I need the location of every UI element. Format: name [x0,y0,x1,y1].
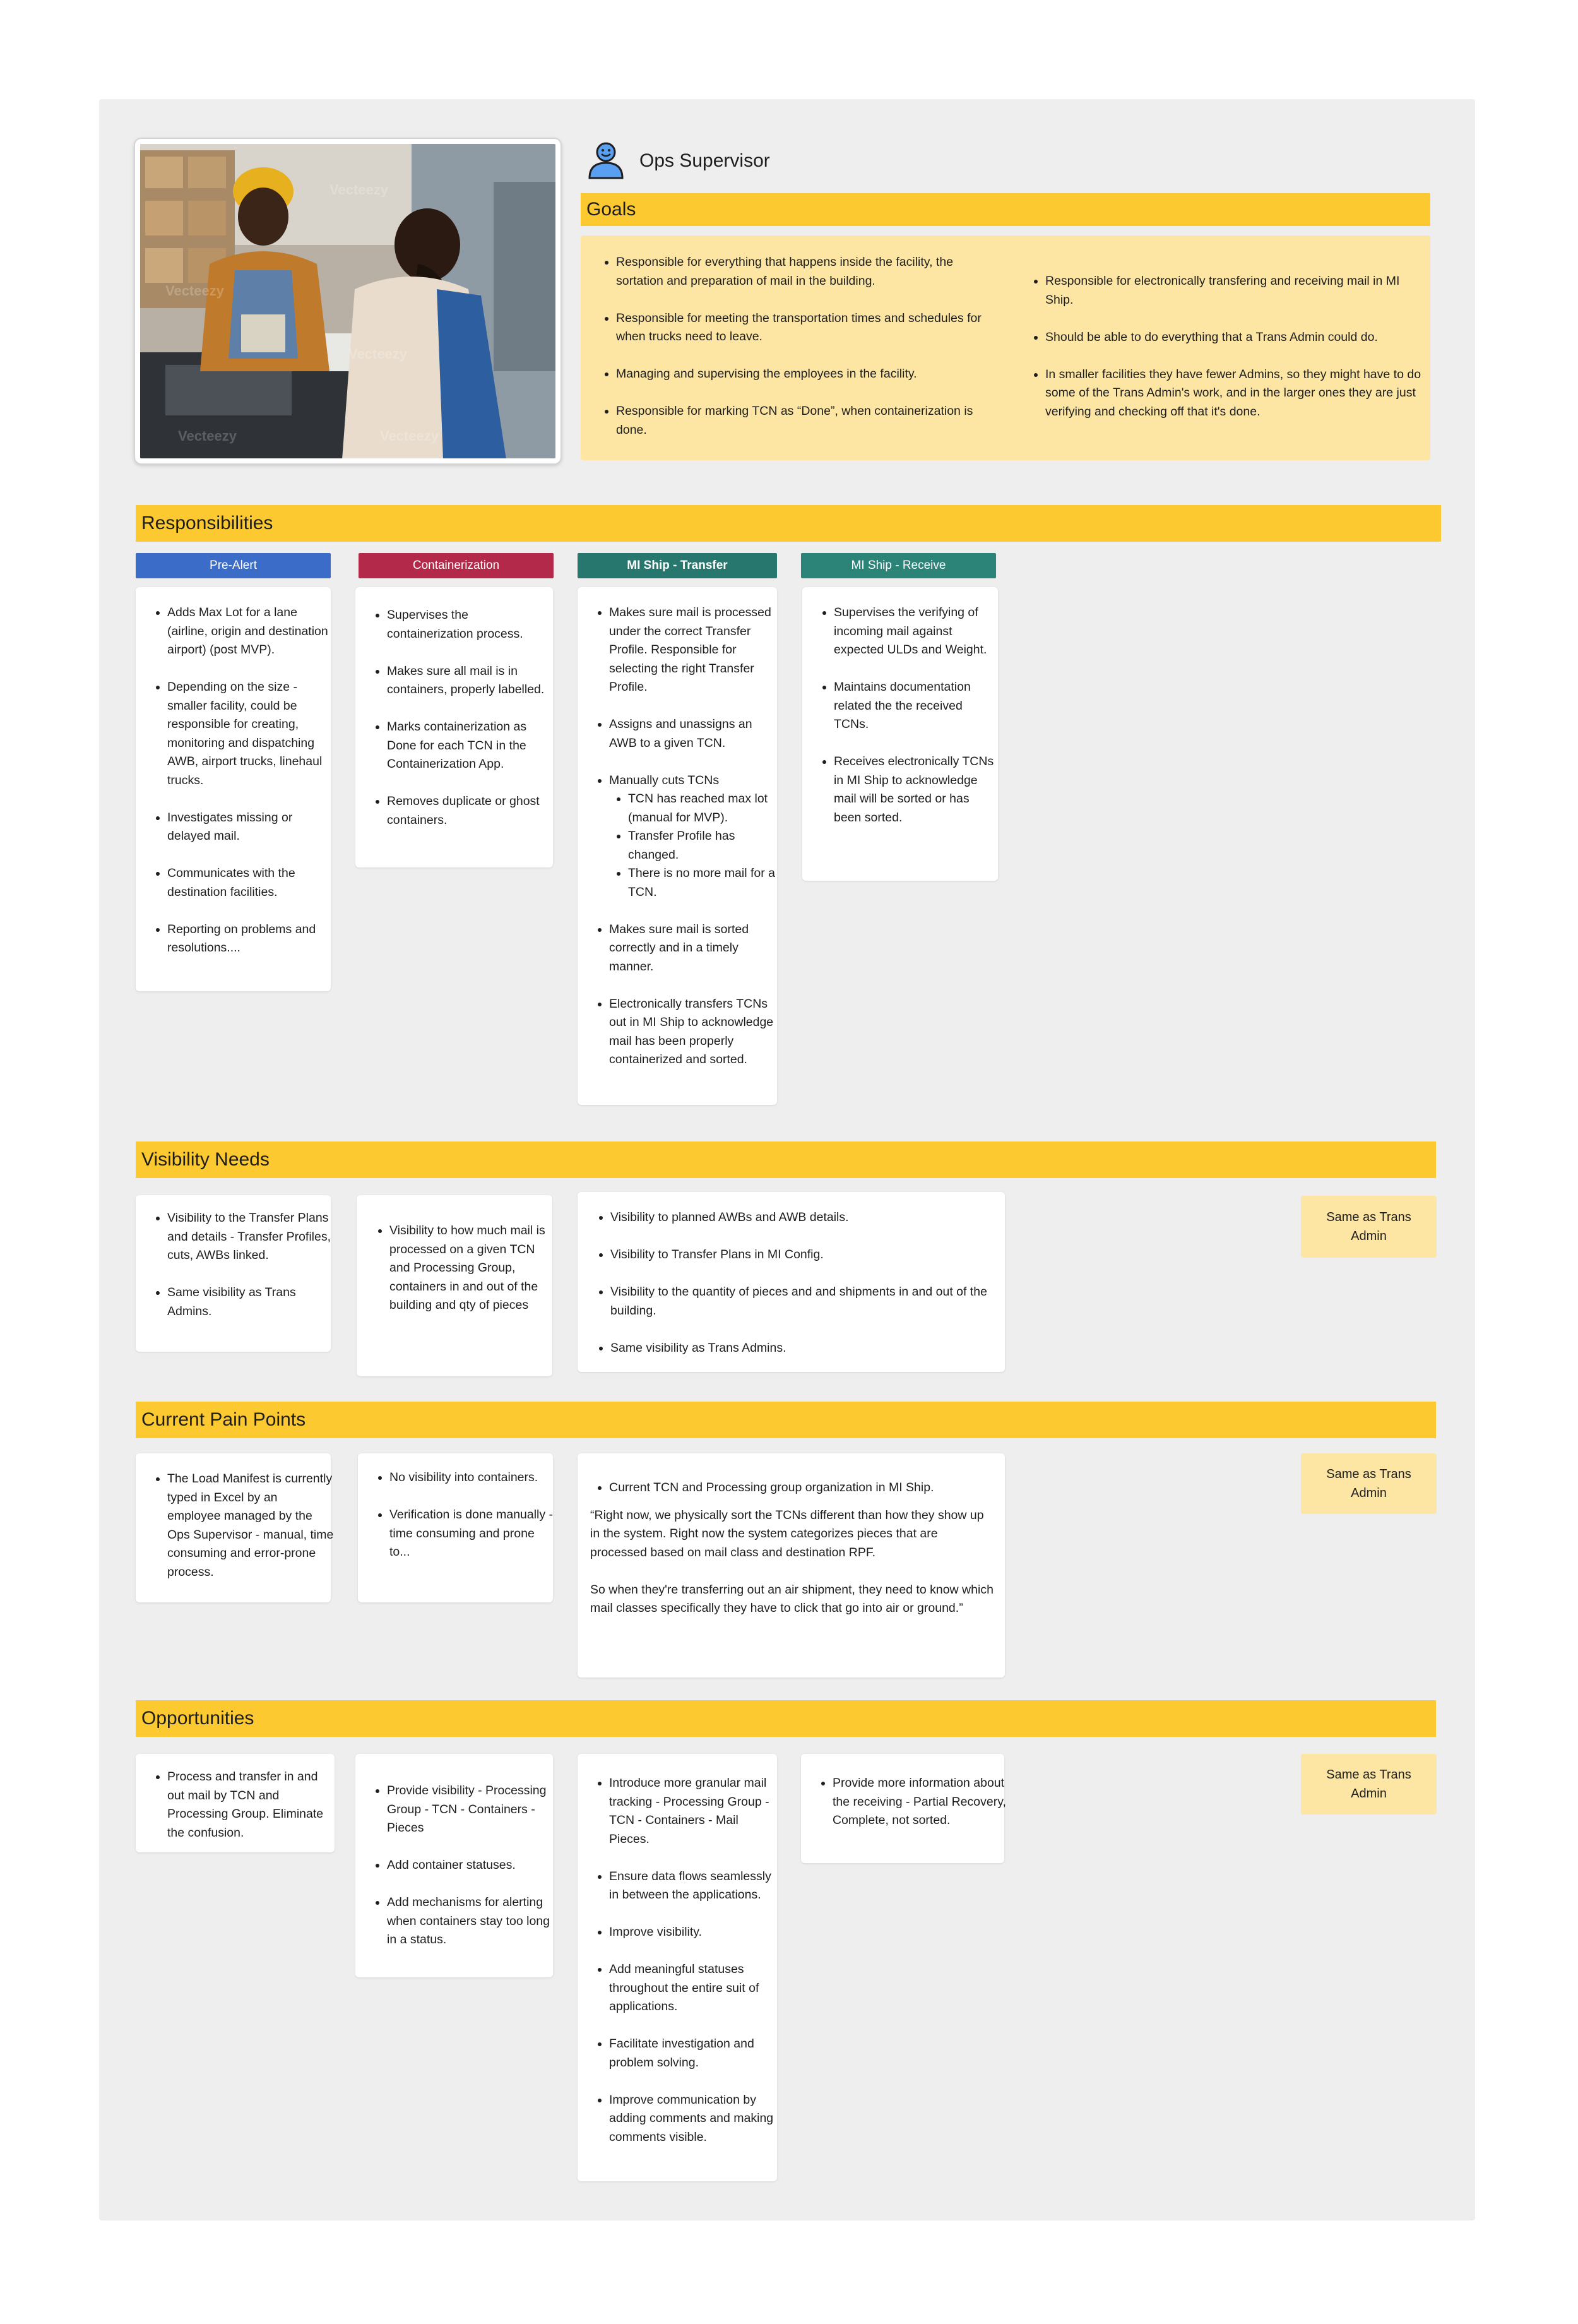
list-item: • Maintains documentation related the the received TCNs. [834,678,999,734]
list-item: • Visibility to planned AWBs and AWB details. [610,1208,1008,1227]
list-item: • Visibility to the quantity of pieces and and shipments in and out of the building. [610,1283,1008,1320]
pain-point-content [590,1479,994,1636]
list-item: • Investigates missing or delayed mail. [167,809,331,846]
same-as-trans-admin-note: Same as Trans Admin [1301,1453,1437,1514]
visibility-list-2 [373,1222,555,1315]
opportunity-card-2 [355,1754,553,1977]
list-item: • Improve communication by adding comments and making comments visible. [609,2091,778,2147]
containerization-card [355,587,553,867]
visibility-card-1 [136,1195,331,1352]
mi-ship-transfer-card [578,587,777,1105]
tab-mi-ship-transfer[interactable]: MI Ship - Transfer [578,553,777,578]
list-item: • Depending on the size - smaller facility, could be responsible for creating, monitoring and dispatching AWB, airport trucks, linehaul trucks. [167,678,331,790]
list-item: • Makes sure mail is sorted correctly and in a timely manner. [609,921,778,977]
list-item: • Responsible for marking TCN as “Done”, when containerization is done. [616,402,982,439]
opportunity-card-1 [136,1754,335,1852]
opportunity-list-2 [371,1782,555,1950]
list-item: • Add meaningful statuses throughout the entire suit of applications. [609,1960,778,2017]
photo-watermark: Vecteezy [329,182,388,198]
mi-ship-transfer-list [593,604,778,1070]
list-item: • Electronically transfers TCNs out in MI Ship to acknowledge mail has been properly containerized and sorted. [609,995,778,1070]
photo-watermark: Vecteezy [165,283,224,299]
pain-point-card-2 [358,1453,553,1602]
list-item-text: Manually cuts TCNs [609,773,720,787]
goals-left-list [600,253,982,439]
list-item: • Provide visibility - Processing Group - TCN - Containers - Pieces [387,1782,555,1838]
mi-ship-receive-card [802,587,998,881]
list-item: • Makes sure mail is processed under the correct Transfer Profile. Responsible for selecting the right Transfer Profile. [609,604,778,697]
quote-paragraph: “Right now, we physically sort the TCNs different than how they show up in the system. Right now the system categorizes pieces that are processed based on mail class and destination RPF. [590,1508,984,1559]
list-item: • Same visibility as Trans Admins. [167,1284,333,1321]
visibility-list-3 [594,1208,1008,1357]
list-item: • Adds Max Lot for a lane (airline, origin and destination airport) (post MVP). [167,604,331,660]
same-as-trans-admin-note: Same as Trans Admin [1301,1196,1437,1258]
same-as-trans-admin-note: Same as Trans Admin [1301,1754,1437,1815]
containerization-list [371,606,554,830]
list-item: • Supervises the containerization process. [387,606,554,643]
visibility-list-1 [151,1209,333,1321]
opportunity-list-4 [816,1774,1007,1830]
tab-containerization[interactable]: Containerization [359,553,554,578]
pain-point-card-1 [136,1453,334,1602]
list-item: • Improve visibility. [609,1923,778,1942]
list-item: • Communicates with the destination facilities. [167,864,331,902]
tab-pre-alert[interactable]: Pre-Alert [136,553,331,578]
sub-list-item: • There is no more mail for a TCN. [628,864,778,902]
list-item: • Supervises the verifying of incoming mail against expected ULDs and Weight. [834,604,999,660]
list-item: • No visibility into containers. [389,1469,556,1487]
opportunity-card-3 [578,1754,777,2181]
list-item: • Process and transfer in and out mail by TCN and Processing Group. Eliminate the confusion. [167,1768,338,1842]
pain-points-banner: Current Pain Points [136,1402,1436,1438]
sub-list-item: • TCN has reached max lot (manual for MVP). [628,790,778,827]
opportunity-list-3 [593,1774,778,2147]
list-item: • Add container statuses. [387,1856,555,1875]
list-item: • Assigns and unassigns an AWB to a given TCN. [609,715,778,753]
user-icon [586,140,626,181]
persona-photo-frame[interactable] [134,138,562,465]
pre-alert-card [136,587,331,991]
list-item [609,772,778,902]
list-item: • Provide more information about the receiving - Partial Recovery, Complete, not sorted. [833,1774,1007,1830]
list-item: • Receives electronically TCNs in MI Ship to acknowledge mail will be sorted or has been sorted. [834,753,999,827]
list-item: • Visibility to how much mail is processed on a given TCN and Processing Group, containers in and out of the building and qty of pieces [389,1222,555,1315]
goals-banner: Goals [581,193,1430,226]
visibility-needs-banner: Visibility Needs [136,1141,1436,1178]
tab-mi-ship-receive[interactable]: MI Ship - Receive [801,553,996,578]
pain-point-list-1 [151,1470,334,1582]
list-item: • In smaller facilities they have fewer Admins, so they might have to do some of the Trans Admin's work, and in the larger ones they are just verifying and checking off that it's done. [1045,366,1424,422]
sub-list [609,790,778,902]
list-item: • Add mechanisms for alerting when containers stay too long in a status. [387,1893,555,1950]
goals-right-list [1029,272,1424,421]
list-item: • Responsible for everything that happens inside the facility, the sortation and preparation of mail in the building. [616,253,982,290]
photo-watermark: Vecteezy [348,346,407,362]
list-item: • Responsible for electronically transfering and receiving mail in MI Ship. [1045,272,1424,309]
photo-watermark: Vecteezy [380,428,439,444]
pain-point-list-2 [373,1469,556,1562]
responsibilities-banner: Responsibilities [136,505,1441,542]
list-item: • Marks containerization as Done for each TCN in the Containerization App. [387,718,554,774]
persona-name: Ops Supervisor [639,150,770,171]
list-item: • Introduce more granular mail tracking - Processing Group - TCN - Containers - Mail Pieces. [609,1774,778,1849]
list-item: • Should be able to do everything that a Trans Admin could do. [1045,328,1424,347]
quote-paragraph: So when they're transferring out an air shipment, they need to know which mail classes specifically they have to click that go into air or ground.” [590,1582,994,1615]
visibility-card-3 [578,1192,1005,1372]
list-item: • Facilitate investigation and problem solving. [609,2035,778,2072]
opportunity-list-1 [151,1768,338,1842]
mi-ship-receive-list [817,604,999,827]
list-item: • Responsible for meeting the transportation times and schedules for when trucks need to leave. [616,309,982,347]
persona-photo [140,144,555,458]
list-item: • Same visibility as Trans Admins. [610,1339,1008,1358]
goals-panel [581,235,1430,460]
opportunity-card-4 [801,1754,1004,1863]
sub-list-item: • Transfer Profile has changed. [628,827,778,864]
list-item: • Visibility to Transfer Plans in MI Config. [610,1246,1008,1265]
list-item: • Visibility to the Transfer Plans and details - Transfer Profiles, cuts, AWBs linked. [167,1209,333,1265]
pain-point-card-3 [578,1453,1005,1677]
list-item: • Verification is done manually - time consuming and prone to... [389,1506,556,1562]
list-item: • The Load Manifest is currently typed in Excel by an employee managed by the Ops Supervisor - manual, time consuming and error-prone process. [167,1470,334,1582]
photo-watermark: Vecteezy [178,428,237,444]
list-item: • Ensure data flows seamlessly in between the applications. [609,1868,778,1905]
opportunities-banner: Opportunities [136,1700,1436,1737]
pain-point-list-3 [590,1479,994,1498]
list-item: • Managing and supervising the employees in the facility. [616,365,982,384]
list-item: • Reporting on problems and resolutions.... [167,921,331,958]
list-item: • Removes duplicate or ghost containers. [387,792,554,830]
pre-alert-list [151,604,331,958]
list-item: • Makes sure all mail is in containers, properly labelled. [387,662,554,700]
list-item: • Current TCN and Processing group organization in MI Ship. [609,1479,994,1498]
visibility-card-2 [357,1195,552,1376]
